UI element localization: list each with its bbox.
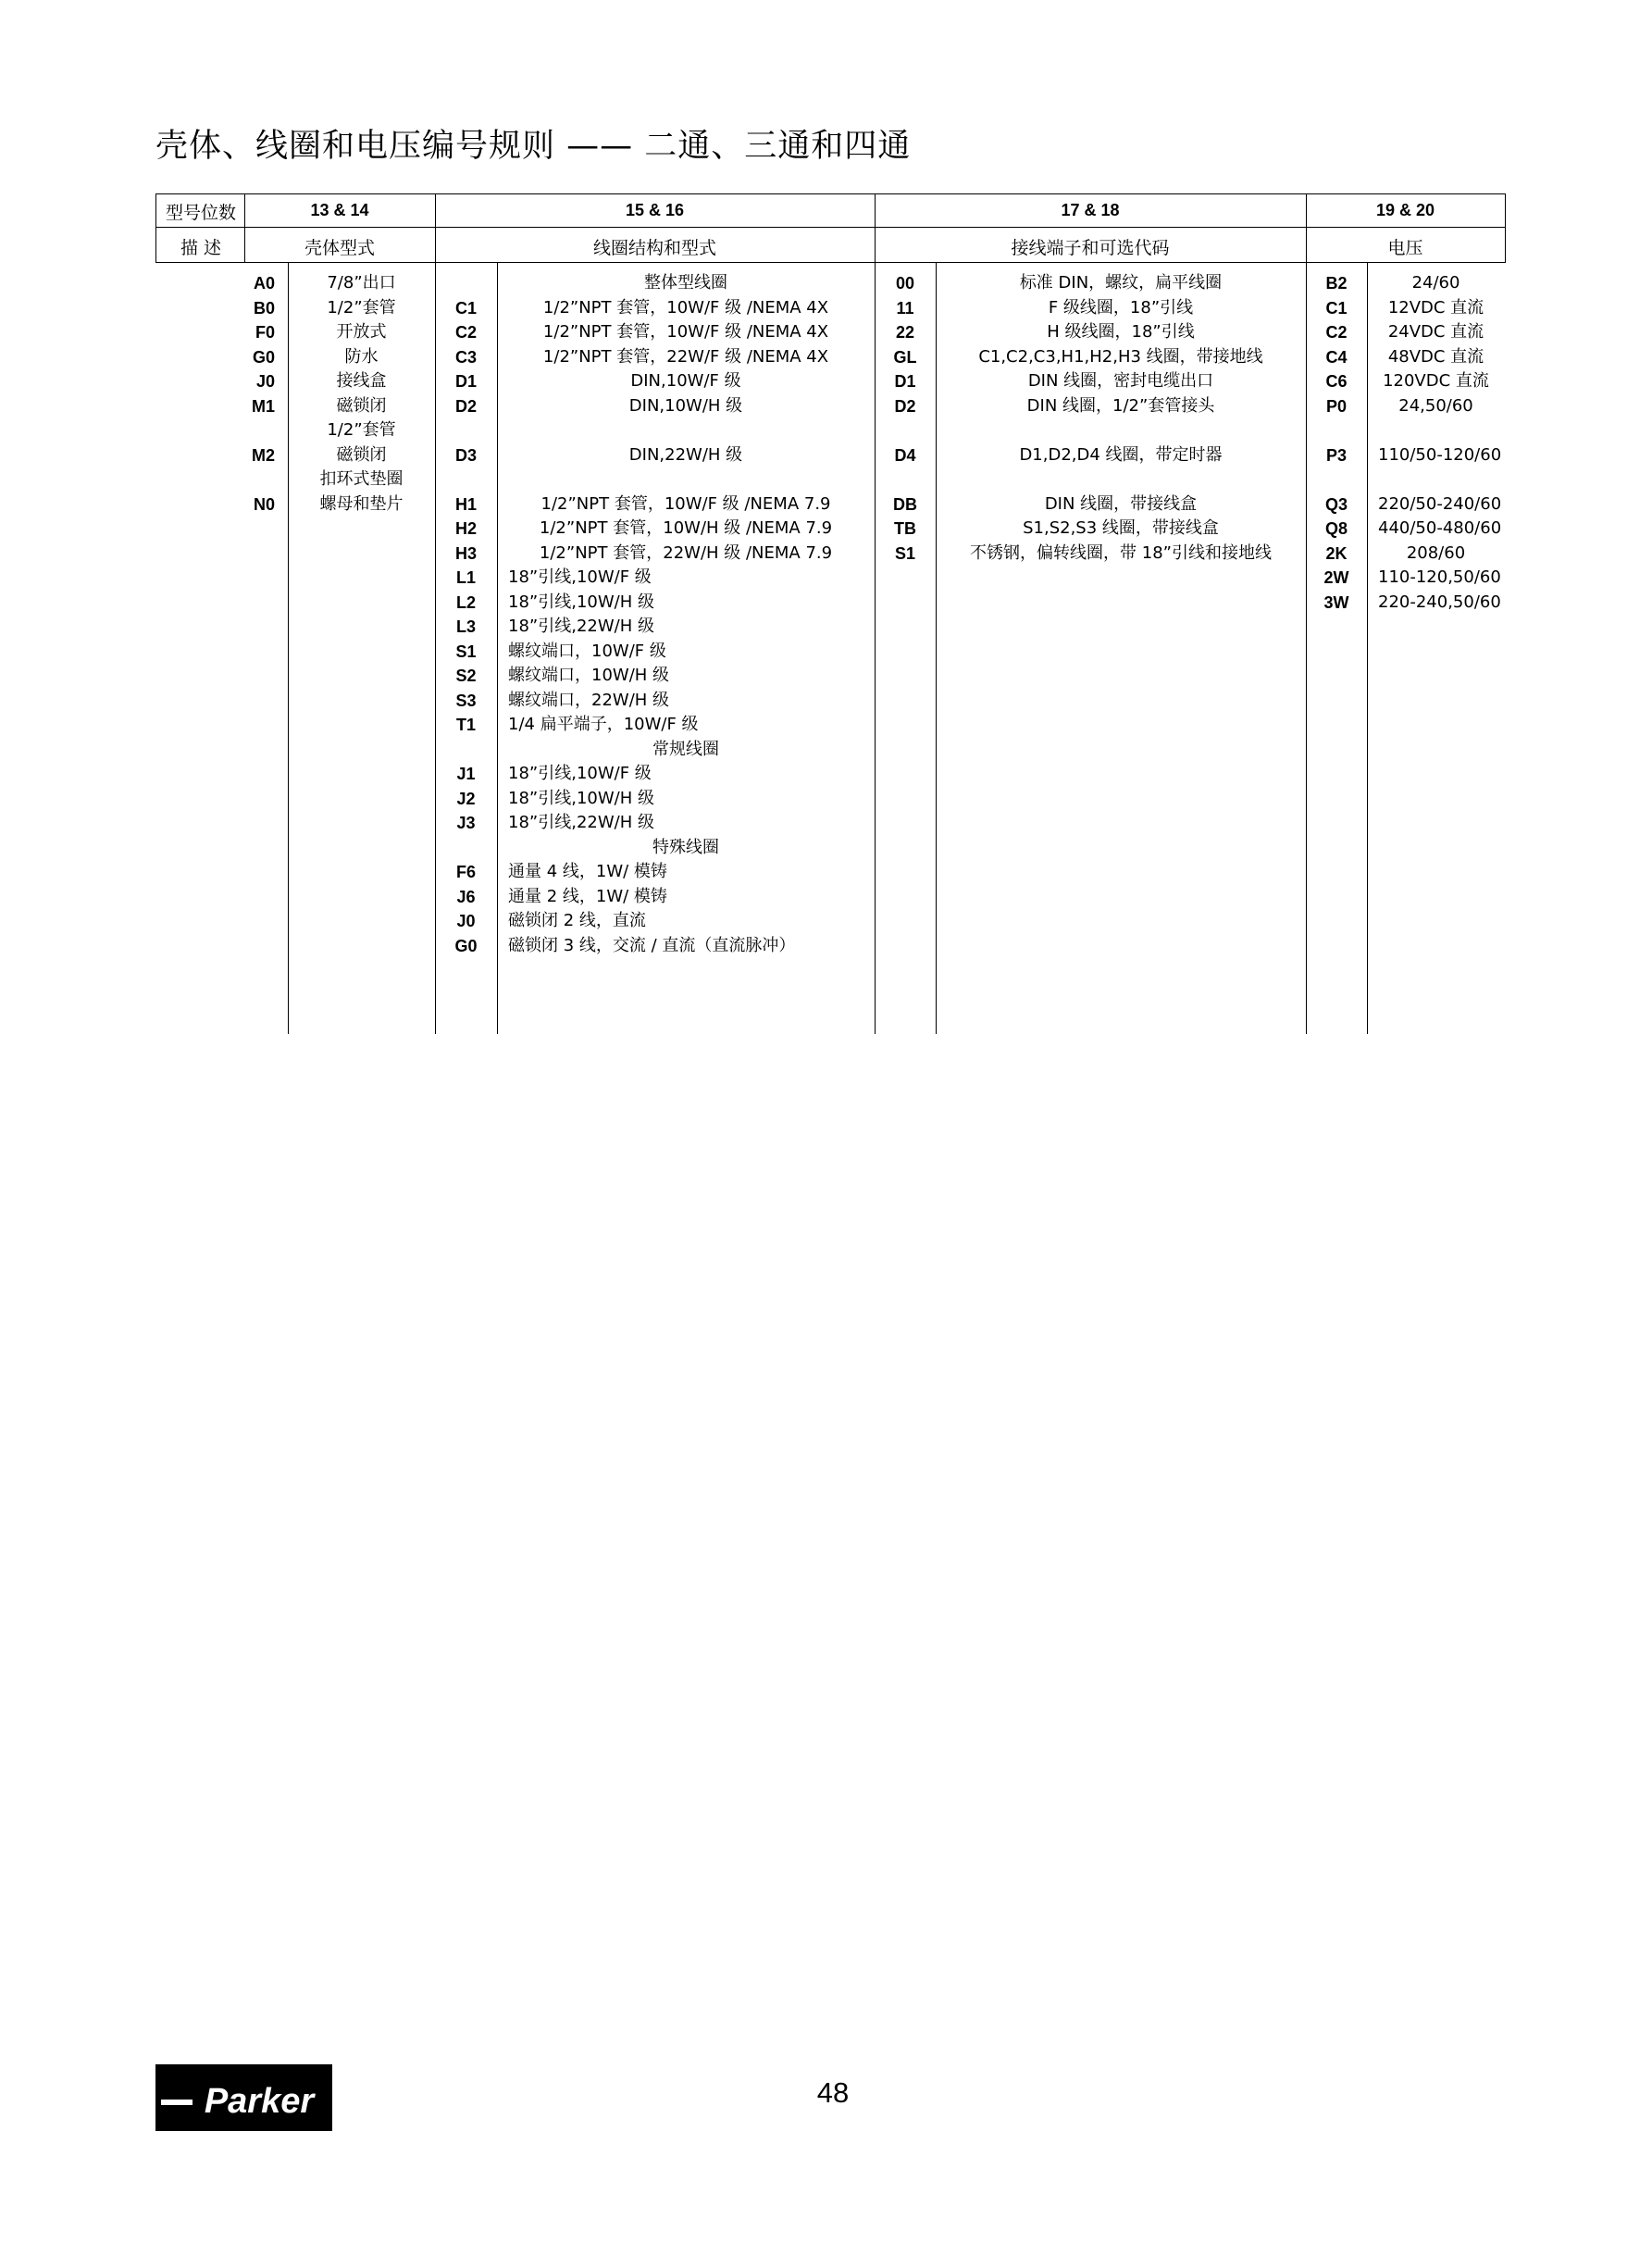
housing-description: 接线盒 [336,371,387,391]
coil-code: S2 [455,667,477,685]
voltage-code: C2 [1325,323,1348,342]
voltage-code: C1 [1325,298,1348,318]
coil-code: S1 [455,642,477,661]
coil-description: 18”引线,10W/F 级 [508,764,652,783]
table-top-border [155,193,1506,194]
coil-description: 18”引线,10W/H 级 [508,592,654,612]
terminal-code: D2 [894,396,916,416]
terminal-code: 00 [895,274,915,293]
logo-wordmark: Parker [204,2082,315,2121]
coil-code: J0 [456,912,476,930]
coil-code: D2 [454,396,477,416]
housing-description: 磁锁闭 [336,444,387,465]
voltage-description: 48VDC 直流 [1387,346,1484,367]
coil-description: 特殊线圈 [652,837,719,857]
voltage-code: 3W [1323,592,1349,612]
terminal-code: S1 [894,543,916,563]
housing-code: M1 [251,396,275,416]
voltage-description: 110/50-120/60 [1378,444,1502,465]
housing-description: 防水 [344,346,379,367]
coil-description: 1/2”NPT 套管，10W/F 级 /NEMA 4X [542,297,829,318]
coil-code: H1 [454,494,477,514]
coil-code: J3 [456,814,476,832]
voltage-code: Q3 [1324,494,1348,514]
terminal-code: 11 [896,298,914,318]
voltage-code: C4 [1325,347,1348,367]
voltage-code: P0 [1325,396,1348,416]
header-label-desc: 描 述 [180,238,222,258]
voltage-description: 110-120,50/60 [1378,567,1501,587]
voltage-code: 2K [1325,543,1348,563]
voltage-description: 24/60 [1411,273,1460,293]
housing-code: B0 [253,298,275,318]
coil-code: L1 [455,568,476,587]
terminal-code: TB [894,519,916,538]
header-col1-digits: 13 & 14 [310,201,369,219]
coil-description: 18”引线,10W/H 级 [508,788,654,808]
voltage-description: 440/50-480/60 [1378,518,1502,538]
coil-description: 1/4 扁平端子，10W/F 级 [508,715,699,734]
coil-description: 螺纹端口，10W/H 级 [508,666,670,685]
terminal-code: DB [893,494,917,514]
housing-description: 扣环式垫圈 [319,469,404,489]
coil-code: S3 [455,691,477,710]
coil-description: 螺纹端口，10W/F 级 [508,641,666,661]
coil-description: 整体型线圈 [644,273,727,293]
terminal-description: S1,S2,S3 线圈，带接线盒 [1023,518,1219,538]
coil-code: C2 [454,323,477,342]
coil-code: G0 [454,936,478,955]
terminal-description: DIN 线圈，1/2”套管接头 [1026,395,1215,416]
header-col3-digits: 17 & 18 [1061,201,1120,219]
header-col2-digits: 15 & 16 [625,201,685,219]
voltage-code: P3 [1325,445,1348,465]
coil-code: C1 [454,298,477,318]
parker-logo [155,2064,332,2131]
coil-description: DIN,10W/F 级 [630,371,741,391]
coil-code: C3 [454,347,477,367]
voltage-description: 208/60 [1406,542,1466,563]
page-title: 壳体、线圈和电压编号规则 —— 二通、三通和四通 [155,128,912,165]
header-col4-desc: 电压 [1387,238,1423,258]
housing-description: 开放式 [336,322,387,342]
page-number: 48 [816,2076,850,2109]
coil-description: 磁锁闭 3 线，交流 / 直流（直流脉冲） [508,935,796,955]
housing-description: 螺母和垫片 [319,493,404,514]
terminal-code: D1 [894,372,916,391]
housing-code: J0 [255,372,275,391]
terminal-description: 标准 DIN，螺纹，扁平线圈 [1019,273,1223,293]
terminal-description: DIN 线圈，带接线盒 [1044,493,1198,514]
code-table [155,193,1506,1034]
coil-code: J2 [456,789,476,808]
coil-code: L2 [455,592,476,612]
table-header-bottom-border [155,262,1506,263]
coil-description: DIN,10W/H 级 [628,395,743,416]
housing-code: N0 [253,494,275,514]
coil-description: 18”引线,22W/H 级 [508,617,654,636]
voltage-description: 24VDC 直流 [1387,322,1484,342]
coil-code: D1 [454,372,477,391]
coil-code: J6 [456,887,476,906]
terminal-description: C1,C2,C3,H1,H2,H3 线圈，带接地线 [978,346,1263,367]
coil-code: H3 [454,543,477,563]
terminal-description: F 级线圈，18”引线 [1048,297,1194,318]
coil-description: 1/2”NPT 套管，22W/F 级 /NEMA 4X [542,346,829,367]
coil-description: 1/2”NPT 套管，22W/H 级 /NEMA 7.9 [539,542,833,563]
coil-description: 常规线圈 [652,739,719,759]
voltage-description: 24,50/60 [1398,395,1473,416]
voltage-code: B2 [1325,274,1348,293]
coil-code: H2 [454,519,477,538]
housing-description: 7/8”出口 [327,273,396,293]
housing-code: F0 [255,323,275,342]
coil-description: 磁锁闭 2 线，直流 [508,911,646,930]
housing-description: 1/2”套管 [327,420,396,440]
coil-description: 通量 4 线，1W/ 模铸 [508,862,667,881]
terminal-description: H 级线圈，18”引线 [1047,322,1195,342]
coil-description: 1/2”NPT 套管，10W/F 级 /NEMA 7.9 [540,493,831,514]
terminal-description: D1,D2,D4 线圈，带定时器 [1019,444,1223,465]
coil-description: 18”引线,22W/H 级 [508,813,654,832]
voltage-description: 220-240,50/60 [1378,592,1501,612]
housing-description: 磁锁闭 [336,395,387,416]
housing-code: A0 [253,274,275,293]
coil-description: 螺纹端口，22W/H 级 [508,690,670,710]
voltage-description: 220/50-240/60 [1378,493,1502,514]
header-col4-digits: 19 & 20 [1375,201,1435,219]
coil-description: 1/2”NPT 套管，10W/H 级 /NEMA 7.9 [539,518,833,538]
header-label-digits: 型号位数 [165,203,236,223]
voltage-code: C6 [1325,372,1348,391]
terminal-code: D4 [894,445,916,465]
terminal-description: 不锈钢，偏转线圈，带 18”引线和接地线 [970,542,1272,563]
table-left-border [155,193,156,262]
coil-code: T1 [455,716,476,734]
coil-description: 通量 2 线，1W/ 模铸 [508,886,667,906]
coil-description: 1/2”NPT 套管，10W/F 级 /NEMA 4X [542,322,829,342]
voltage-code: Q8 [1324,519,1348,538]
coil-description: 18”引线,10W/F 级 [508,567,652,587]
housing-code: G0 [252,347,275,367]
voltage-description: 12VDC 直流 [1387,297,1484,318]
table-row-divider [155,227,1506,228]
coil-code: L3 [455,617,476,636]
housing-code: M2 [251,445,275,465]
header-col2-desc: 线圈结构和型式 [592,238,716,258]
coil-code: D3 [454,445,477,465]
coil-code: J1 [456,765,476,783]
coil-code: F6 [455,863,476,881]
coil-description: DIN,22W/H 级 [628,444,743,465]
header-col3-desc: 接线端子和可选代码 [1011,238,1170,258]
voltage-description: 120VDC 直流 [1383,371,1489,391]
voltage-code: 2W [1323,568,1349,587]
terminal-code: GL [893,347,917,367]
header-col1-desc: 壳体型式 [304,238,375,258]
terminal-code: 22 [895,323,915,342]
housing-description: 1/2”套管 [327,297,396,318]
table-right-border [1505,193,1506,262]
terminal-description: DIN 线圈，密封电缆出口 [1027,371,1214,391]
